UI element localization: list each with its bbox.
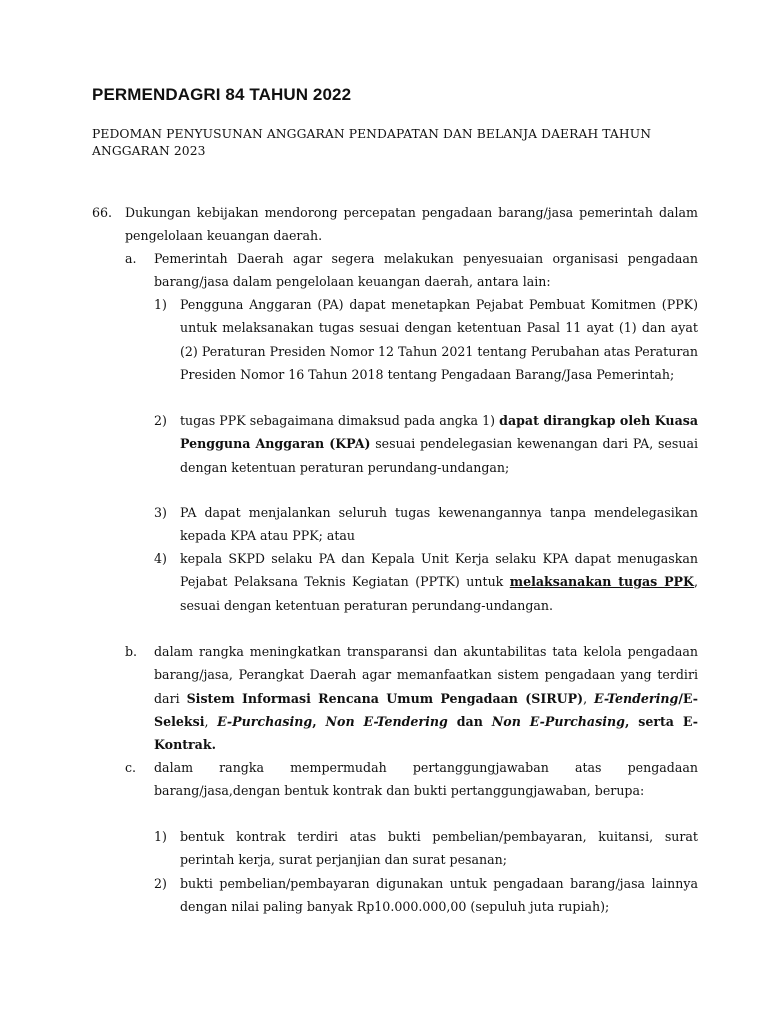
list-item-label: 2) xyxy=(154,876,167,891)
list-item-label: 1) xyxy=(154,829,167,844)
section-a-text: Pemerintah Daerah agar segera melakukan penyesuaian organisasi pengadaan barang/jasa dalam pengelolaan keuangan daerah, antara lain: xyxy=(154,251,698,290)
list-item-text: Pengguna Anggaran (PA) dapat menetapkan Pejabat Pembuat Komitmen (PPK) untuk melaksanakan tugas sesuai dengan ketentuan Pasal 11 ayat (1) dan ayat (2) Peraturan Presiden Nomor 12 Tahun 2021 tentang Perubahan atas Peraturan Presiden Nomor 16 Tahun 2018 tentang Pengadaan Barang/Jasa Pemerintah; xyxy=(180,297,698,382)
emphasis-text: , xyxy=(312,713,326,729)
list-item-label: 1) xyxy=(154,297,167,312)
emphasis-text: Non E-Tendering xyxy=(325,713,448,729)
emphasis-text: dan xyxy=(447,713,492,729)
emphasis-text: melaksanakan tugas PPK xyxy=(509,574,694,590)
list-item-text: bukti pembelian/pembayaran digunakan untuk pengadaan barang/jasa lainnya dengan nilai paling banyak Rp10.000.000,00 (sepuluh juta rupiah); xyxy=(180,876,698,915)
emphasis-text: dapat dirangkap oleh Kuasa Pengguna Anggaran (KPA) xyxy=(180,413,698,452)
emphasis-text: Non E-Purchasing xyxy=(491,713,625,729)
emphasis-text: E-Tendering xyxy=(594,690,679,706)
emphasis-text: , serta E-Kontrak. xyxy=(154,713,698,753)
list-item-text: PA dapat menjalankan seluruh tugas kewenangannya tanpa mendelegasikan kepada KPA atau PPK; atau xyxy=(180,505,698,544)
emphasis-text: E-Purchasing xyxy=(217,713,313,729)
list-item-label: 4) xyxy=(154,551,167,566)
list-item-text xyxy=(180,409,698,479)
section-c-text: dalam rangka mempermudah pertanggungjawaban atas pengadaan barang/jasa,dengan bentuk kontrak dan bukti pertanggungjawaban, berupa: xyxy=(154,760,698,799)
text-run: , xyxy=(204,713,218,729)
item-66-text: Dukungan kebijakan mendorong percepatan pengadaan barang/jasa pemerintah dalam pengelolaan keuangan daerah. xyxy=(125,205,698,244)
list-item-label: 3) xyxy=(154,505,167,520)
text-run: , xyxy=(583,690,595,706)
document-subtitle: PEDOMAN PENYUSUNAN ANGGARAN PENDAPATAN DAN BELANJA DAERAH TAHUN ANGGARAN 2023 xyxy=(92,127,652,158)
document-title: PERMENDAGRI 84 TAHUN 2022 xyxy=(92,85,352,104)
emphasis-text: Sistem Informasi Rencana Umum Pengadaan (SIRUP) xyxy=(186,690,584,706)
list-item-text: bentuk kontrak terdiri atas bukti pembelian/pembayaran, kuitansi, surat perintah kerja, surat perjanjian dan surat pesanan; xyxy=(180,829,698,868)
section-c-label: c. xyxy=(125,760,137,775)
list-item-label: 2) xyxy=(154,413,167,428)
text-run: dalam rangka meningkatkan transparansi dan akuntabilitas tata kelola pengadaan barang/jasa, Perangkat Daerah agar memanfaatkan sistem pengadaan yang terdiri dari xyxy=(154,644,698,706)
section-b-label: b. xyxy=(125,644,138,659)
section-a-label: a. xyxy=(125,251,137,266)
text-run: sesuai pendelegasian kewenangan dari PA, sesuai dengan ketentuan peraturan perundang-undangan; xyxy=(180,436,698,475)
text-run: kepala SKPD selaku PA dan Kepala Unit Kerja selaku KPA dapat menugaskan Pejabat Pelaksana Teknis Kegiatan (PPTK) untuk xyxy=(180,551,698,590)
emphasis-text: /E-Seleksi xyxy=(154,690,698,729)
text-run: , sesuai dengan ketentuan peraturan perundang-undangan. xyxy=(180,574,698,613)
item-66-number: 66. xyxy=(92,205,113,220)
section-b-text xyxy=(154,640,698,756)
list-item-text xyxy=(180,547,698,617)
text-run: tugas PPK sebagaimana dimaksud pada angka 1) xyxy=(180,413,500,428)
